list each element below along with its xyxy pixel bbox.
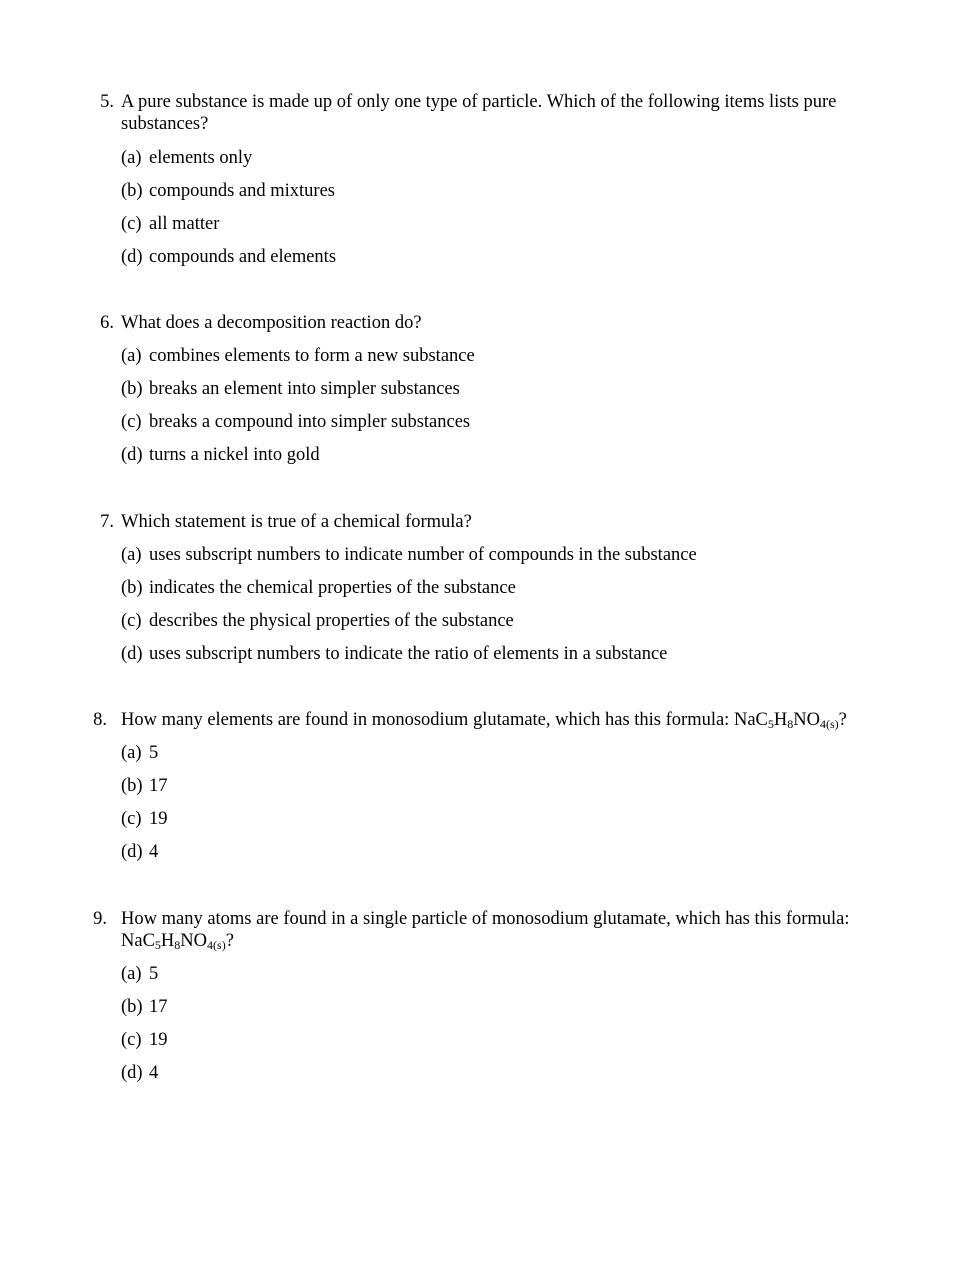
question-text: Which statement is true of a chemical formula? [121, 512, 472, 532]
question-number: 5. [100, 92, 114, 112]
option-text: breaks a compound into simpler substances [149, 412, 471, 432]
option-letter: (a) [121, 346, 142, 366]
option-c [121, 808, 168, 830]
formula-no: NO [180, 931, 208, 951]
option-text: 17 [149, 997, 168, 1017]
option-b [121, 378, 460, 400]
option-letter: (b) [121, 379, 143, 399]
option-letter: (b) [121, 578, 143, 598]
option-letter: (c) [121, 809, 142, 829]
option-d [121, 643, 667, 665]
option-text: 4 [149, 842, 159, 862]
option-text: describes the physical properties of the substance [149, 611, 514, 631]
option-text: compounds and mixtures [149, 181, 336, 201]
formula-end: ? [838, 710, 847, 730]
option-text: indicates the chemical properties of the substance [149, 578, 516, 598]
option-letter: (a) [121, 545, 142, 565]
option-text: uses subscript numbers to indicate number of compounds in the substance [149, 545, 697, 565]
question-text-main: How many atoms are found in a single particle of monosodium glutamate, which has this formula: [121, 909, 850, 929]
option-letter: (c) [121, 1030, 142, 1050]
option-letter: (b) [121, 181, 143, 201]
formula-h: H [773, 710, 788, 730]
question-text: What does a decomposition reaction do? [121, 313, 422, 333]
formula-c: C [142, 931, 155, 951]
option-letter: (d) [121, 842, 143, 862]
option-b [121, 577, 516, 599]
option-b [121, 180, 335, 202]
option-letter: (d) [121, 644, 143, 664]
option-letter: (a) [121, 964, 142, 984]
question-number: 7. [100, 512, 114, 532]
question-text: A pure substance is made up of only one type of particle. Which of the following items lists pure substances? [121, 92, 837, 134]
option-text: 5 [149, 743, 159, 763]
formula-h-subscript: 8 [787, 717, 794, 731]
option-c [121, 213, 219, 235]
question-number: 9. [93, 909, 107, 929]
option-text: turns a nickel into gold [149, 445, 320, 465]
option-a [121, 147, 252, 169]
option-text: 19 [149, 809, 168, 829]
option-letter: (c) [121, 412, 142, 432]
formula-c-subscript: 5 [767, 717, 774, 731]
formula-o-subscript: 4(s) [207, 938, 226, 952]
option-d [121, 444, 320, 466]
option-a [121, 345, 475, 367]
option-letter: (c) [121, 214, 142, 234]
formula-c: C [755, 710, 768, 730]
option-a [121, 544, 697, 566]
option-letter: (a) [121, 743, 142, 763]
option-b [121, 775, 168, 797]
option-text: compounds and elements [149, 247, 337, 267]
option-c [121, 610, 514, 632]
option-text: 4 [149, 1063, 159, 1083]
option-text: combines elements to form a new substance [149, 346, 475, 366]
formula-c-subscript: 5 [154, 938, 161, 952]
option-letter: (d) [121, 247, 143, 267]
formula-end: ? [225, 931, 234, 951]
chemical-formula [734, 710, 847, 730]
option-text: 17 [149, 776, 168, 796]
option-text: 5 [149, 964, 159, 984]
option-text: uses subscript numbers to indicate the ratio of elements in a substance [149, 644, 668, 664]
formula-no: NO [793, 710, 820, 730]
option-a [121, 742, 158, 764]
question-number: 8. [93, 710, 107, 730]
formula-h-subscript: 8 [174, 938, 181, 952]
chemical-formula [121, 931, 234, 951]
option-text: breaks an element into simpler substances [149, 379, 460, 399]
formula-h: H [160, 931, 175, 951]
option-letter: (a) [121, 148, 142, 168]
option-letter: (c) [121, 611, 142, 631]
option-letter: (d) [121, 445, 143, 465]
option-a [121, 963, 158, 985]
question-number: 6. [100, 313, 114, 333]
option-d [121, 246, 336, 268]
option-d [121, 841, 158, 863]
option-d [121, 1062, 158, 1084]
formula-o-subscript: 4(s) [819, 717, 839, 731]
question-text [121, 709, 921, 731]
option-c [121, 1029, 168, 1051]
option-letter: (b) [121, 776, 143, 796]
question-text-main: How many elements are found in monosodium glutamate, which has this formula: [121, 710, 734, 730]
question-text [121, 908, 901, 952]
option-c [121, 411, 470, 433]
option-b [121, 996, 168, 1018]
formula-na: Na [121, 931, 143, 951]
option-letter: (b) [121, 997, 143, 1017]
option-letter: (d) [121, 1063, 143, 1083]
formula-na: Na [733, 710, 756, 730]
option-text: all matter [149, 214, 220, 234]
option-text: elements only [149, 148, 253, 168]
option-text: 19 [149, 1030, 168, 1050]
